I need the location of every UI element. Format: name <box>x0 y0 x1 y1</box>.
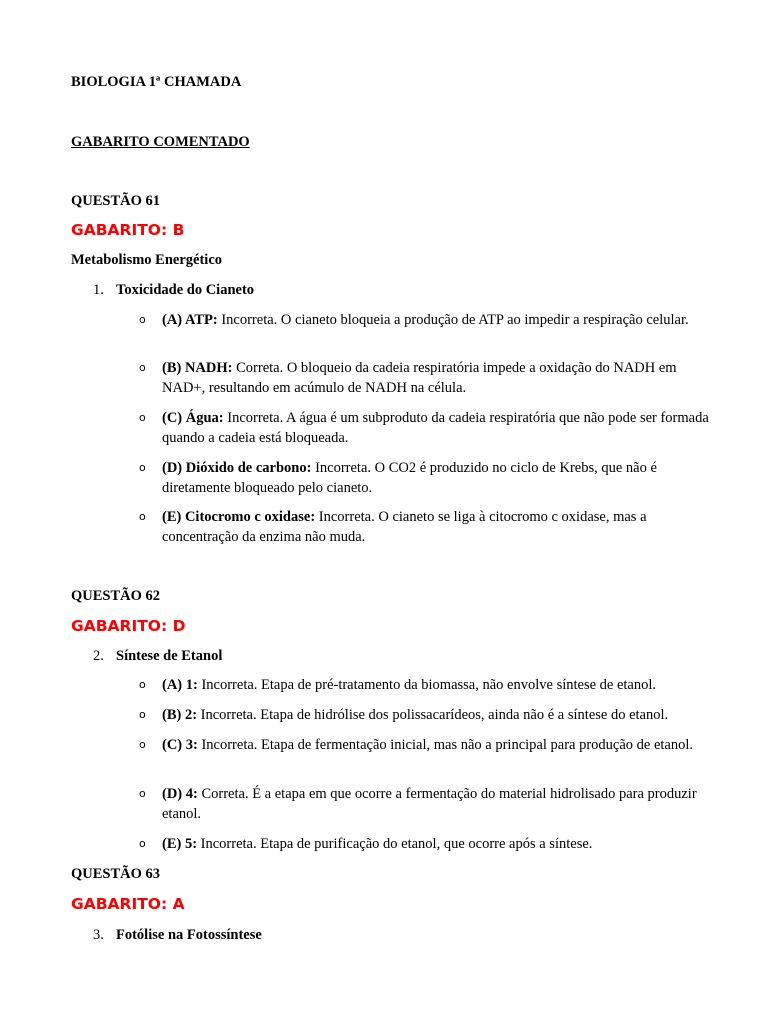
question-61-option-b <box>139 358 709 398</box>
question-62-option-c <box>139 735 709 755</box>
option-label: (A) 1: <box>162 677 198 693</box>
question-62-answer: GABARITO: D <box>71 617 186 635</box>
item-number: 2. <box>93 648 104 664</box>
question-62-option-a <box>139 675 709 695</box>
question-62-option-e <box>139 834 709 854</box>
option-text: Incorreta. O cianeto bloqueia a produção de ATP ao impedir a respiração celular. <box>217 312 689 328</box>
document-subheader: GABARITO COMENTADO <box>71 134 250 150</box>
question-61-title: QUESTÃO 61 <box>71 193 161 209</box>
bullet-icon: o <box>139 313 146 326</box>
bullet-icon: o <box>139 361 146 374</box>
option-label: (D) 4: <box>162 786 198 802</box>
bullet-icon: o <box>139 411 146 424</box>
option-label: (B) 2: <box>162 707 198 723</box>
bullet-icon: o <box>139 461 146 474</box>
question-61-option-e <box>139 507 709 547</box>
item-title: Fotólise na Fotossíntese <box>116 927 262 943</box>
question-62-option-b <box>139 705 709 725</box>
bullet-icon: o <box>139 787 146 800</box>
option-text: Incorreta. Etapa de pré-tratamento da biomassa, não envolve síntese de etanol. <box>197 677 657 693</box>
bullet-icon: o <box>139 837 146 850</box>
option-text: Incorreta. Etapa de hidrólise dos polissacarídeos, ainda não é a síntese do etanol. <box>197 707 669 723</box>
bullet-icon: o <box>139 708 146 721</box>
question-63-item <box>93 925 262 945</box>
question-62-item <box>93 646 222 666</box>
option-text: Incorreta. O cianeto se liga à citocromo c oxidase, mas a concentração da enzima não muda. <box>162 509 647 545</box>
item-title: Toxicidade do Cianeto <box>116 282 255 298</box>
option-text: Incorreta. A água é um subproduto da cadeia respiratória que não pode ser formada quando a cadeia está bloqueada. <box>162 410 709 446</box>
option-label: (C) Água: <box>162 410 224 426</box>
question-63-title: QUESTÃO 63 <box>71 866 161 882</box>
option-text: Incorreta. O CO2 é produzido no ciclo de Krebs, que não é diretamente bloqueado pelo cianeto. <box>162 460 657 496</box>
option-text: Correta. É a etapa em que ocorre a fermentação do material hidrolisado para produzir etanol. <box>162 786 697 822</box>
question-63-answer: GABARITO: A <box>71 895 185 913</box>
option-label: (A) ATP: <box>162 312 218 328</box>
document-header: BIOLOGIA 1ª CHAMADA <box>71 74 242 90</box>
item-number: 1. <box>93 282 104 298</box>
item-title: Síntese de Etanol <box>116 648 223 664</box>
question-61-option-c <box>139 408 709 448</box>
item-number: 3. <box>93 927 104 943</box>
option-text: Incorreta. Etapa de purificação do etanol, que ocorre após a síntese. <box>197 836 593 852</box>
bullet-icon: o <box>139 738 146 751</box>
question-62-option-d <box>139 784 709 824</box>
option-label: (D) Dióxido de carbono: <box>162 460 312 476</box>
option-label: (E) Citocromo c oxidase: <box>162 509 316 525</box>
option-label: (E) 5: <box>162 836 198 852</box>
question-61-option-d <box>139 458 709 498</box>
bullet-icon: o <box>139 510 146 523</box>
bullet-icon: o <box>139 678 146 691</box>
question-61-topic: Metabolismo Energético <box>71 252 223 268</box>
question-61-option-a <box>139 310 709 330</box>
option-text: Correta. O bloqueio da cadeia respiratória impede a oxidação do NADH em NAD+, resultando em acúmulo de NADH na célula. <box>162 360 677 396</box>
question-61-answer: GABARITO: B <box>71 221 185 239</box>
question-61-item <box>93 280 254 300</box>
question-62-title: QUESTÃO 62 <box>71 588 161 604</box>
option-text: Incorreta. Etapa de fermentação inicial, mas não a principal para produção de etanol. <box>197 737 694 753</box>
option-label: (C) 3: <box>162 737 198 753</box>
option-label: (B) NADH: <box>162 360 233 376</box>
